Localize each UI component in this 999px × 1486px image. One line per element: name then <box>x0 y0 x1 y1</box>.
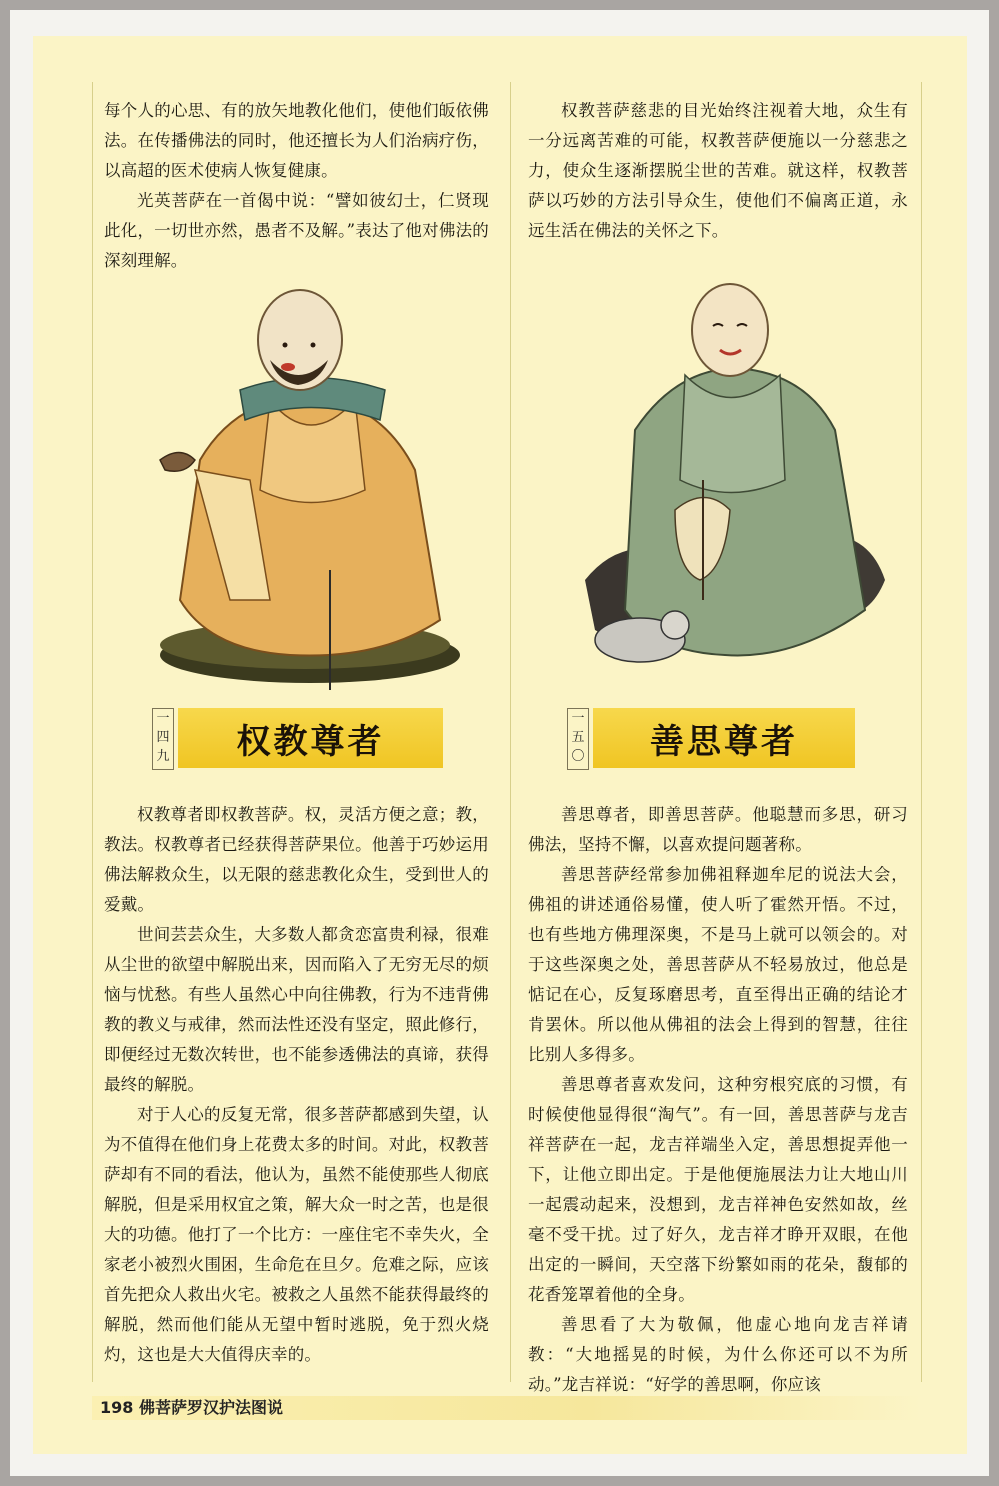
paragraph: 世间芸芸众生，大多数人都贪恋富贵利禄，很难从尘世的欲望中解脱出来，因而陷入了无穷无尽的烦恼与忧愁。有些人虽然心中向往佛教，行为不违背佛教的教义与戒律，然而法性还没有坚定，照此修行，即便经过无数次转世，也不能参透佛法的真谛，获得最终的解脱。 <box>104 925 489 1094</box>
paragraph: 权教尊者即权教菩萨。权，灵活方便之意；教，教法。权教尊者已经获得菩萨果位。他善于巧妙运用佛法解救众生，以无限的慈悲教化众生，受到世人的爱戴。 <box>104 805 489 914</box>
eye <box>311 343 316 348</box>
paragraph: 每个人的心思、有的放矢地教化他们，使他们皈依佛法。在传播佛法的同时，他还擅长为人们治病疗伤，以高超的医术使病人恢复健康。 <box>104 101 489 180</box>
paragraph: 对于人心的反复无常，很多菩萨都感到失望，认为不值得在他们身上花费太多的时间。对此，权教菩萨却有不同的看法，他认为，虽然不能使那些人彻底解脱，但是采用权宜之策，解大众一时之苦，也是很大的功德。他打了一个比方：一座住宅不幸失火，全家老小被烈火围困，生命危在旦夕。危难之际，应该首先把众人救出火宅。被救之人虽然不能获得最终的解脱，然而他们能从无望中暂时逃脱，免于烈火烧灼，这也是大大值得庆幸的。 <box>104 1105 489 1364</box>
right-body-text <box>528 800 908 1400</box>
dog-head <box>661 611 689 639</box>
lips <box>281 363 295 371</box>
bald-head <box>692 284 768 376</box>
arhat-title-shansi: 善思尊者 <box>593 708 855 768</box>
paragraph: 权教菩萨慈悲的目光始终注视着大地，众生有一分远离苦难的可能，权教菩萨便施以一分慈悲之力，使众生逐渐摆脱尘世的苦难。就这样，权教菩萨以巧妙的方法引导众生，使他们不偏离正道，永远生活在佛法的关怀之下。 <box>528 101 908 240</box>
paragraph: 善思看了大为敬佩，他虚心地向龙吉祥请教：“大地摇晃的时候，为什么你还可以不为所动。”龙吉祥说：“好学的善思啊，你应该 <box>528 1315 908 1394</box>
left-body-text <box>104 800 489 1370</box>
page-footer: 198 佛菩萨罗汉护法图说 <box>100 1398 283 1417</box>
figure-number-150: 一五〇 <box>567 708 589 770</box>
paragraph: 善思菩萨经常参加佛祖释迦牟尼的说法大会，佛祖的讲述通俗易懂，使人听了霍然开悟。不过，也有些地方佛理深奥，不是马上就可以领会的。对于这些深奥之处，善思菩萨从不轻易放过，他总是惦记在心，反复琢磨思考，直至得出正确的结论才肯罢休。所以他从佛祖的法会上得到的智慧，往往比别人多得多。 <box>528 865 908 1064</box>
figure-number-149: 一四九 <box>152 708 174 770</box>
left-top-text <box>104 96 489 276</box>
paragraph: 光英菩萨在一首偈中说：“譬如彼幻士，仁贤现此化，一切世亦然，愚者不及解。”表达了他对佛法的深刻理解。 <box>104 191 489 270</box>
arhat-title-quanjiao: 权教尊者 <box>178 708 443 768</box>
paragraph: 善思尊者，即善思菩萨。他聪慧而多思，研习佛法，坚持不懈，以喜欢提问题著称。 <box>528 805 908 854</box>
shansi-arhat-illustration <box>565 280 905 700</box>
paragraph: 善思尊者喜欢发问，这种穷根究底的习惯，有时候使他显得很“淘气”。有一回，善思菩萨与龙吉祥菩萨在一起，龙吉祥端坐入定，善思想捉弄他一下，让他立即出定。于是他便施展法力让大地山川一起震动起来，没想到，龙吉祥神色安然如故，丝毫不受干扰。过了好久，龙吉祥才睁开双眼，在他出定的一瞬间，天空落下纷繁如雨的花朵，馥郁的花香笼罩着他的全身。 <box>528 1075 908 1304</box>
bird-in-hand <box>160 453 195 472</box>
eye <box>283 343 288 348</box>
quanjiao-arhat-illustration <box>140 270 470 700</box>
right-top-text <box>528 96 908 246</box>
